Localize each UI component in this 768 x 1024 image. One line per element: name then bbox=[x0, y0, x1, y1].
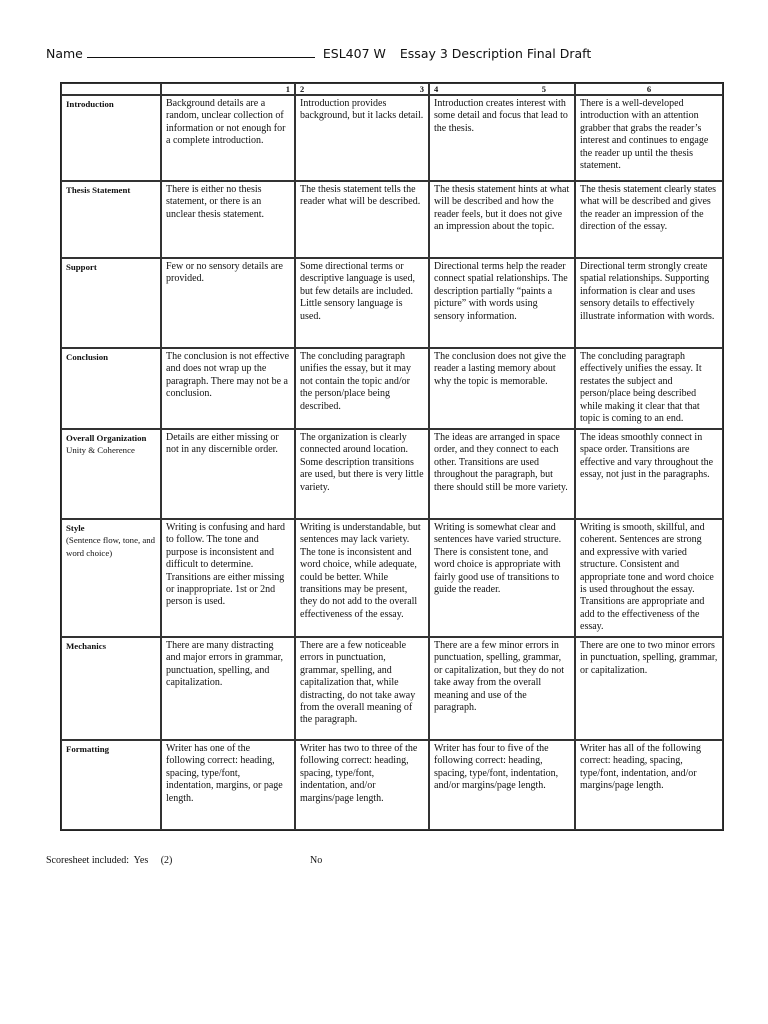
rubric-row-organization bbox=[61, 429, 723, 519]
level-1-cell: The conclusion is not effective and does not wrap up the paragraph. There may not be a conclusion. bbox=[161, 348, 295, 429]
criterion-subtitle: Unity & Coherence bbox=[66, 445, 135, 456]
name-field[interactable] bbox=[87, 46, 315, 58]
level-3-cell: There are a few minor errors in punctuation, spelling, grammar, or capitalization, but they do not take away from the overall meaning and use of the paragraph. bbox=[429, 637, 575, 740]
score-header-1: 1 bbox=[161, 83, 295, 95]
rubric-row-introduction bbox=[61, 95, 723, 181]
level-1-cell: Writing is confusing and hard to follow. The tone and purpose is inconsistent and difficult to determine. Transitions are either missing or inappropriate. 1st or 2nd person is used. bbox=[161, 519, 295, 637]
level-2-cell: The concluding paragraph unifies the essay, but it may not contain the topic and/or the person/place being described. bbox=[295, 348, 429, 429]
rubric-row-formatting bbox=[61, 740, 723, 830]
level-3-cell: The conclusion does not give the reader a lasting memory about why the topic is memorable. bbox=[429, 348, 575, 429]
course-code: ESL407 W bbox=[322, 46, 386, 61]
level-4-cell: The ideas smoothly connect in space order. Transitions are effective and vary throughout the essay, not just in the paragraphs. bbox=[575, 429, 723, 519]
footer bbox=[46, 855, 323, 866]
level-2-cell: The thesis statement tells the reader what will be described. bbox=[295, 181, 429, 258]
score-5: 5 bbox=[541, 84, 546, 94]
scoresheet-no: No bbox=[310, 855, 323, 866]
level-1-cell: Writer has one of the following correct: heading, spacing, type/font, indentation, margins, or page length. bbox=[161, 740, 295, 830]
level-3-cell: Writer has four to five of the following correct: heading, spacing, type/font, indentation, and/or margins/page length. bbox=[429, 740, 575, 830]
level-2-cell: Writing is understandable, but sentences may lack variety. The tone is inconsistent and word choice, while adequate, could be better. While transitions may be present, they do not add to the overall effectiveness of the essay. bbox=[295, 519, 429, 637]
level-1-cell: Few or no sensory details are provided. bbox=[161, 258, 295, 348]
score-4: 4 bbox=[434, 84, 439, 94]
criterion-cell bbox=[61, 348, 161, 429]
level-4-cell: Writing is smooth, skillful, and coherent. Sentences are strong and expressive with varied structure. Consistent and appropriate tone and word choice is used throughout the essay. Transitions are appropriate and add to the effectiveness of the essay. bbox=[575, 519, 723, 637]
criterion-cell bbox=[61, 637, 161, 740]
criterion-cell bbox=[61, 740, 161, 830]
rubric-row-thesis bbox=[61, 181, 723, 258]
criterion-cell bbox=[61, 181, 161, 258]
level-1-cell: There is either no thesis statement, or there is an unclear thesis statement. bbox=[161, 181, 295, 258]
level-3-cell: The ideas are arranged in space order, and they connect to each other. Transitions are used throughout the paragraph, but there should still be more variety. bbox=[429, 429, 575, 519]
level-2-cell: Some directional terms or descriptive language is used, but few details are included. Little sensory language is used. bbox=[295, 258, 429, 348]
document-title: Essay 3 Description Final Draft bbox=[399, 46, 592, 61]
score-header-6: 6 bbox=[575, 83, 723, 95]
level-4-cell: Directional term strongly create spatial relationships. Supporting information is clear and uses sensory details to effectively illustrate information with words. bbox=[575, 258, 723, 348]
name-label: Name bbox=[46, 46, 83, 61]
criterion-title: Style bbox=[66, 523, 85, 533]
scoresheet-label: Scoresheet included: Yes (2) bbox=[46, 855, 173, 866]
criterion-title: Mechanics bbox=[66, 641, 107, 651]
criterion-cell bbox=[61, 519, 161, 637]
level-1-cell: Background details are a random, unclear collection of information or not enough for a complete introduction. bbox=[161, 95, 295, 181]
criterion-title: Thesis Statement bbox=[66, 185, 131, 195]
level-4-cell: The concluding paragraph effectively unifies the essay. It restates the subject and person/place being described while making it clear that that topic is coming to an end. bbox=[575, 348, 723, 429]
level-2-cell: The organization is clearly connected around location. Some description transitions are used, but there is very little variety. bbox=[295, 429, 429, 519]
score-header-4-5 bbox=[429, 83, 575, 95]
criterion-subtitle: (Sentence flow, tone, and word choice) bbox=[66, 535, 156, 558]
level-2-cell: There are a few noticeable errors in punctuation, grammar, spelling, and capitalization that, while distracting, do not take away from the overall meaning of the paragraph. bbox=[295, 637, 429, 740]
rubric-table bbox=[60, 82, 724, 831]
criterion-title: Conclusion bbox=[66, 352, 109, 362]
criterion-cell bbox=[61, 258, 161, 348]
level-1-cell: Details are either missing or not in any discernible order. bbox=[161, 429, 295, 519]
rubric-row-support bbox=[61, 258, 723, 348]
level-2-cell: Writer has two to three of the following correct: heading, spacing, type/font, indentation, and/or margins/page length. bbox=[295, 740, 429, 830]
level-3-cell: Introduction creates interest with some detail and focus that lead to the thesis. bbox=[429, 95, 575, 181]
level-4-cell: There is a well-developed introduction with an attention grabber that grabs the reader’s interest and continues to engage the reader up until the thesis statement. bbox=[575, 95, 723, 181]
level-4-cell: The thesis statement clearly states what will be described and gives the reader an impression of the direction of the essay. bbox=[575, 181, 723, 258]
score-header-row bbox=[61, 83, 723, 95]
score-header-empty bbox=[61, 83, 161, 95]
criterion-title: Introduction bbox=[66, 99, 114, 109]
header bbox=[46, 46, 746, 61]
rubric-row-style bbox=[61, 519, 723, 637]
level-3-cell: Writing is somewhat clear and sentences have varied structure. There is consistent tone, and word choice is appropriate with fairly good use of transitions to guide the reader. bbox=[429, 519, 575, 637]
rubric-row-mechanics bbox=[61, 637, 723, 740]
score-header-2-3 bbox=[295, 83, 429, 95]
criterion-cell bbox=[61, 429, 161, 519]
criterion-title: Formatting bbox=[66, 744, 109, 754]
level-3-cell: The thesis statement hints at what will be described and how the reader feels, but it does not give an impression about the topic. bbox=[429, 181, 575, 258]
level-2-cell: Introduction provides background, but it lacks detail. bbox=[295, 95, 429, 181]
score-2: 2 bbox=[300, 84, 305, 94]
criterion-title: Support bbox=[66, 262, 97, 272]
rubric-row-conclusion bbox=[61, 348, 723, 429]
criterion-title: Overall Organization bbox=[66, 433, 147, 443]
level-1-cell: There are many distracting and major errors in grammar, punctuation, spelling, and capitalization. bbox=[161, 637, 295, 740]
criterion-cell bbox=[61, 95, 161, 181]
level-3-cell: Directional terms help the reader connect spatial relationships. The description partially “paints a picture” with words using sensory information. bbox=[429, 258, 575, 348]
score-3: 3 bbox=[419, 84, 424, 94]
level-4-cell: There are one to two minor errors in punctuation, spelling, grammar, or capitalization. bbox=[575, 637, 723, 740]
level-4-cell: Writer has all of the following correct: heading, spacing, type/font, indentation, and/or margins/page length. bbox=[575, 740, 723, 830]
